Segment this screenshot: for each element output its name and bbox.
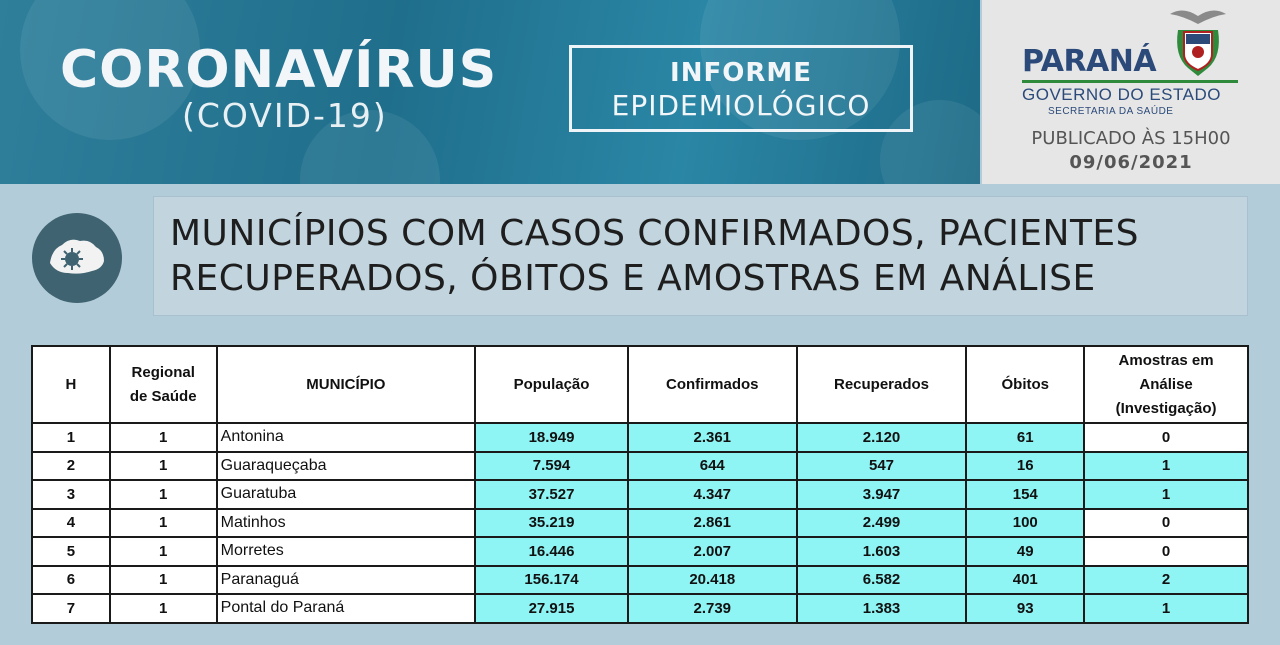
cell-amostras: 0 (1084, 537, 1248, 566)
header-regional-line2: de Saúde (129, 387, 197, 405)
cell-municipio: Pontal do Paraná (217, 594, 476, 623)
cell-obitos: 61 (966, 423, 1084, 452)
section-heading (153, 196, 1248, 316)
cell-recuperados: 2.120 (797, 423, 967, 452)
cell-populacao: 37.527 (475, 480, 628, 509)
cell-recuperados: 6.582 (797, 566, 967, 595)
banner (0, 0, 980, 184)
informe-line1: INFORME (670, 58, 812, 88)
heading-line1: MUNICÍPIOS COM CASOS CONFIRMADOS, PACIENTES (170, 213, 1140, 254)
table-row (32, 537, 1248, 566)
cell-confirmados: 2.007 (628, 537, 797, 566)
informe-line2: EPIDEMIOLÓGICO (611, 89, 871, 122)
cell-regional: 1 (110, 566, 217, 595)
government-label: GOVERNO DO ESTADO (1022, 85, 1221, 104)
cell-populacao: 18.949 (475, 423, 628, 452)
cell-regional: 1 (110, 509, 217, 538)
cell-populacao: 7.594 (475, 452, 628, 481)
cell-regional: 1 (110, 480, 217, 509)
header-regional-line1: Regional (131, 363, 195, 381)
government-logo-panel (982, 0, 1280, 184)
cell-obitos: 16 (966, 452, 1084, 481)
cell-regional: 1 (110, 423, 217, 452)
header-obitos: Óbitos (966, 346, 1084, 423)
header-amostras-line3: (Investigação) (1115, 399, 1217, 417)
cell-populacao: 27.915 (475, 594, 628, 623)
cell-h: 6 (32, 566, 110, 595)
cell-regional: 1 (110, 594, 217, 623)
parana-map-virus-icon (32, 213, 122, 303)
cell-municipio: Matinhos (217, 509, 476, 538)
header-populacao: População (475, 346, 628, 423)
table-row (32, 480, 1248, 509)
cell-confirmados: 2.739 (628, 594, 797, 623)
cell-populacao: 156.174 (475, 566, 628, 595)
cell-amostras: 1 (1084, 452, 1248, 481)
cell-recuperados: 547 (797, 452, 967, 481)
cell-confirmados: 2.361 (628, 423, 797, 452)
header-recuperados: Recuperados (797, 346, 967, 423)
header-amostras-line1: Amostras em (1118, 351, 1214, 369)
cell-recuperados: 1.383 (797, 594, 967, 623)
parana-coat-of-arms-icon (1168, 6, 1228, 80)
banner-title: CORONAVÍRUS (60, 40, 498, 100)
cell-confirmados: 4.347 (628, 480, 797, 509)
cell-obitos: 93 (966, 594, 1084, 623)
cell-h: 7 (32, 594, 110, 623)
state-name: PARANÁ (1022, 44, 1157, 79)
cell-confirmados: 20.418 (628, 566, 797, 595)
table-row (32, 452, 1248, 481)
published-date: 09/06/2021 (1069, 152, 1193, 173)
cell-obitos: 49 (966, 537, 1084, 566)
cell-populacao: 35.219 (475, 509, 628, 538)
logo-divider (1022, 80, 1238, 83)
cell-regional: 1 (110, 537, 217, 566)
table-header-row (32, 346, 1248, 423)
cell-h: 4 (32, 509, 110, 538)
header-confirmados: Confirmados (628, 346, 797, 423)
table-row (32, 566, 1248, 595)
table-row (32, 594, 1248, 623)
cell-h: 5 (32, 537, 110, 566)
table-row (32, 509, 1248, 538)
secretariat-label: SECRETARIA DA SAÚDE (1048, 106, 1174, 117)
cell-obitos: 154 (966, 480, 1084, 509)
cell-obitos: 100 (966, 509, 1084, 538)
cell-recuperados: 1.603 (797, 537, 967, 566)
table-row (32, 423, 1248, 452)
cell-obitos: 401 (966, 566, 1084, 595)
cell-municipio: Paranaguá (217, 566, 476, 595)
cell-h: 3 (32, 480, 110, 509)
header-amostras-line2: Análise (1139, 375, 1193, 393)
cell-amostras: 1 (1084, 594, 1248, 623)
cell-regional: 1 (110, 452, 217, 481)
cell-amostras: 1 (1084, 480, 1248, 509)
header-h: H (32, 346, 110, 423)
cell-recuperados: 3.947 (797, 480, 967, 509)
cell-recuperados: 2.499 (797, 509, 967, 538)
cell-municipio: Antonina (217, 423, 476, 452)
cell-populacao: 16.446 (475, 537, 628, 566)
header-regional (110, 346, 217, 423)
cell-municipio: Morretes (217, 537, 476, 566)
cell-confirmados: 644 (628, 452, 797, 481)
cell-amostras: 0 (1084, 509, 1248, 538)
municipalities-table (31, 345, 1249, 624)
cell-amostras: 2 (1084, 566, 1248, 595)
published-time: PUBLICADO ÀS 15H00 (1031, 128, 1231, 149)
heading-line2: RECUPERADOS, ÓBITOS E AMOSTRAS EM ANÁLISE (170, 258, 1096, 299)
section-heading-text (170, 211, 1139, 301)
cell-h: 2 (32, 452, 110, 481)
cell-amostras: 0 (1084, 423, 1248, 452)
cell-municipio: Guaraqueçaba (217, 452, 476, 481)
header-amostras (1084, 346, 1248, 423)
cell-confirmados: 2.861 (628, 509, 797, 538)
header-municipio: MUNICÍPIO (217, 346, 476, 423)
banner-subtitle: (COVID-19) (182, 96, 388, 135)
cell-municipio: Guaratuba (217, 480, 476, 509)
cell-h: 1 (32, 423, 110, 452)
informe-box (569, 45, 913, 132)
